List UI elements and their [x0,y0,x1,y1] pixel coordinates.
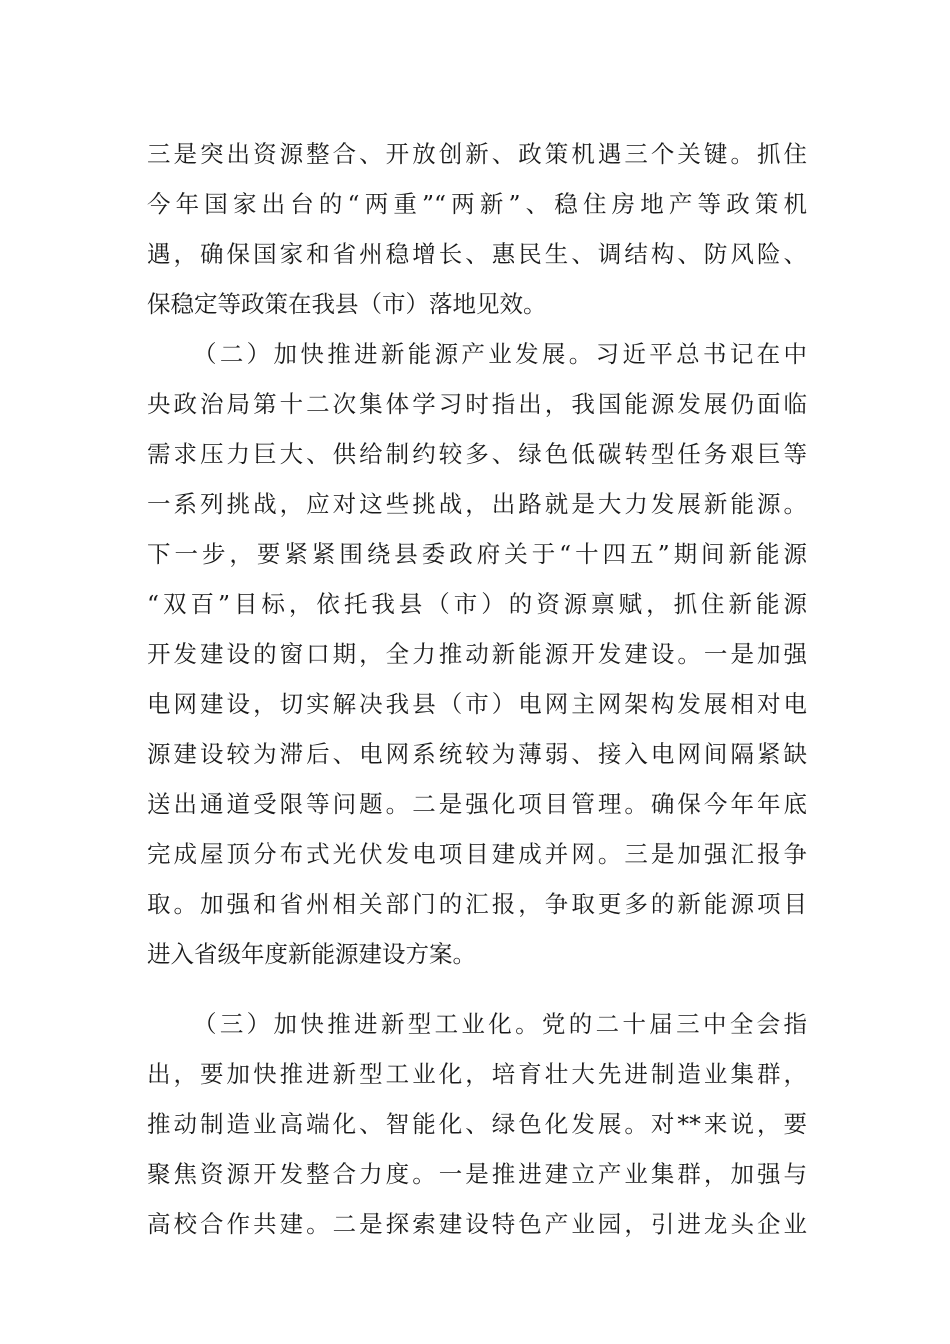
text-line: 推动制造业高端化、智能化、绿色化发展。对**来说，要 [147,1110,807,1138]
section-heading-line: （二）加快推进新能源产业发展。习近平总书记在中 [193,340,807,368]
section-heading-line: （三）加快推进新型工业化。党的二十届三中全会指 [193,1010,807,1038]
text-line: 需求压力巨大、供给制约较多、绿色低碳转型任务艰巨等 [147,440,807,468]
text-line: 源建设较为滞后、电网系统较为薄弱、接入电网间隔紧缺 [147,740,807,768]
text-line: 聚焦资源开发整合力度。一是推进建立产业集群，加强与 [147,1160,807,1188]
text-line: “双百”目标，依托我县（市）的资源禀赋，抓住新能源 [147,590,807,618]
text-line: 开发建设的窗口期，全力推动新能源开发建设。一是加强 [147,640,807,668]
text-line: 电网建设，切实解决我县（市）电网主网架构发展相对电 [147,690,807,718]
text-line: 遇，确保国家和省州稳增长、惠民生、调结构、防风险、 [147,240,807,268]
text-line: 出，要加快推进新型工业化，培育壮大先进制造业集群， [147,1060,807,1088]
text-line: 下一步，要紧紧围绕县委政府关于“十四五”期间新能源 [147,540,807,568]
text-line: 送出通道受限等问题。二是强化项目管理。确保今年年底 [147,790,807,818]
text-line: 三是突出资源整合、开放创新、政策机遇三个关键。抓住 [147,140,807,168]
text-line: 取。加强和省州相关部门的汇报，争取更多的新能源项目 [147,890,807,918]
text-line: 进入省级年度新能源建设方案。 [147,940,476,968]
text-line: 高校合作共建。二是探索建设特色产业园，引进龙头企业 [147,1210,807,1238]
text-line: 今年国家出台的“两重”“两新”、稳住房地产等政策机 [147,190,807,218]
text-line: 完成屋顶分布式光伏发电项目建成并网。三是加强汇报争 [147,840,807,868]
text-line: 央政治局第十二次集体学习时指出，我国能源发展仍面临 [147,390,807,418]
text-line: 一系列挑战，应对这些挑战，出路就是大力发展新能源。 [147,490,807,518]
text-line: 保稳定等政策在我县（市）落地见效。 [147,290,547,318]
